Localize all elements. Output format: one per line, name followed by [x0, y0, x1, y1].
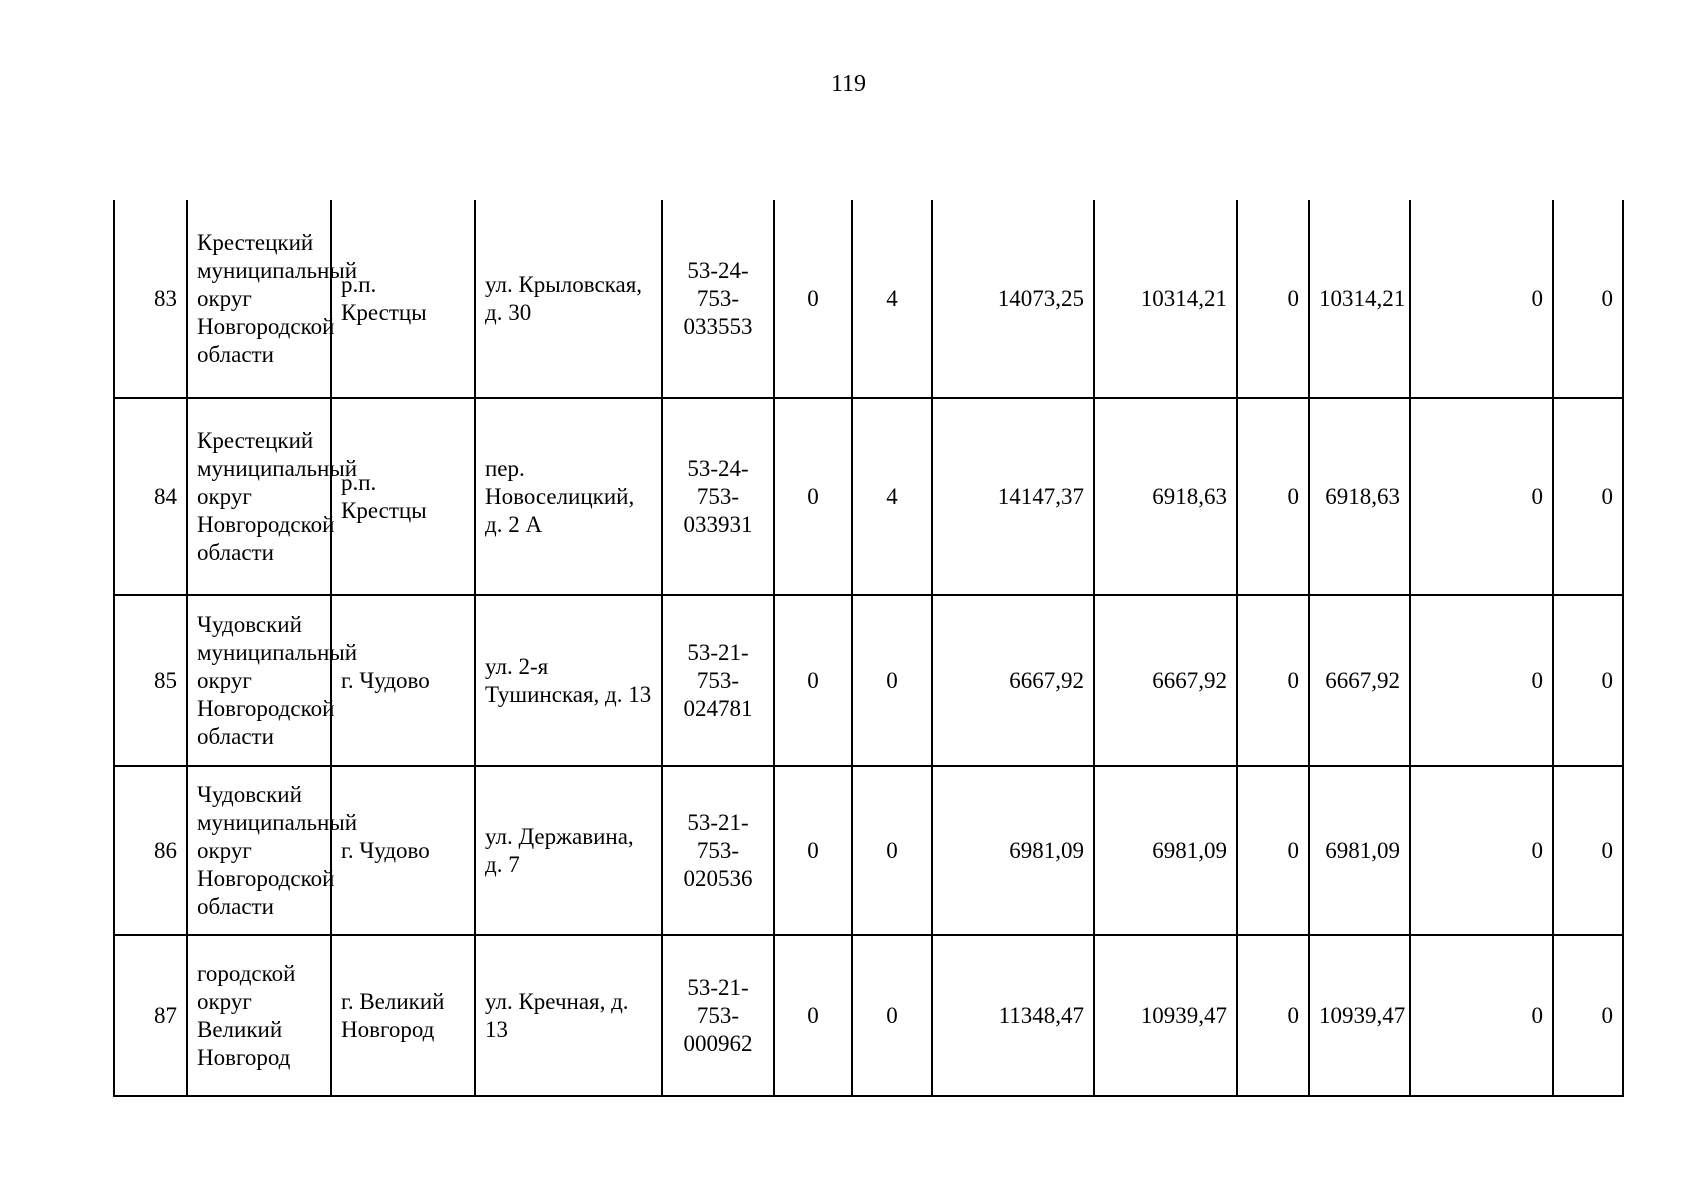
- cell-value-7: 0: [1410, 398, 1553, 595]
- cell-value-6: 6918,63: [1309, 398, 1410, 595]
- cell-value-2: 4: [852, 398, 932, 595]
- cell-value-5: 0: [1237, 398, 1309, 595]
- cell-value-8: 0: [1553, 595, 1623, 766]
- cell-number: 83: [114, 200, 187, 398]
- cell-municipality: Чудовский муниципальный округ Новгородской области: [187, 766, 331, 935]
- cell-code: 53-21-753-000962: [662, 935, 774, 1096]
- table-row: [114, 935, 1623, 1096]
- cell-value-3: 14073,25: [932, 200, 1094, 398]
- cell-number: 84: [114, 398, 187, 595]
- cell-value-5: 0: [1237, 200, 1309, 398]
- cell-value-8: 0: [1553, 398, 1623, 595]
- cell-municipality: Крестецкий муниципальный округ Новгородской области: [187, 398, 331, 595]
- table-row: [114, 766, 1623, 935]
- cell-address: ул. 2-я Тушинская, д. 13: [475, 595, 662, 766]
- cell-settlement: р.п. Крестцы: [331, 398, 475, 595]
- cell-value-1: 0: [774, 200, 852, 398]
- cell-value-7: 0: [1410, 766, 1553, 935]
- cell-value-5: 0: [1237, 766, 1309, 935]
- cell-value-4: 6918,63: [1094, 398, 1237, 595]
- cell-settlement: г. Чудово: [331, 595, 475, 766]
- cell-value-4: 6667,92: [1094, 595, 1237, 766]
- cell-value-6: 6667,92: [1309, 595, 1410, 766]
- cell-municipality: Крестецкий муниципальный округ Новгородской области: [187, 200, 331, 398]
- page-number: 119: [830, 71, 867, 97]
- cell-value-8: 0: [1553, 766, 1623, 935]
- cell-value-3: 11348,47: [932, 935, 1094, 1096]
- cell-value-1: 0: [774, 766, 852, 935]
- cell-value-2: 0: [852, 935, 932, 1096]
- cell-value-7: 0: [1410, 595, 1553, 766]
- cell-number: 86: [114, 766, 187, 935]
- cell-value-2: 4: [852, 200, 932, 398]
- cell-value-5: 0: [1237, 595, 1309, 766]
- cell-value-1: 0: [774, 398, 852, 595]
- cell-value-6: 10939,47: [1309, 935, 1410, 1096]
- cell-value-7: 0: [1410, 935, 1553, 1096]
- cell-number: 85: [114, 595, 187, 766]
- cell-code: 53-24-753-033931: [662, 398, 774, 595]
- cell-value-3: 6981,09: [932, 766, 1094, 935]
- table-row: [114, 398, 1623, 595]
- table-row: [114, 595, 1623, 766]
- cell-value-6: 6981,09: [1309, 766, 1410, 935]
- cell-settlement: р.п. Крестцы: [331, 200, 475, 398]
- cell-value-8: 0: [1553, 200, 1623, 398]
- cell-number: 87: [114, 935, 187, 1096]
- cell-value-2: 0: [852, 595, 932, 766]
- cell-value-1: 0: [774, 595, 852, 766]
- cell-settlement: г. Великий Новгород: [331, 935, 475, 1096]
- cell-municipality: городской округ Великий Новгород: [187, 935, 331, 1096]
- cell-settlement: г. Чудово: [331, 766, 475, 935]
- cell-value-4: 10314,21: [1094, 200, 1237, 398]
- cell-value-2: 0: [852, 766, 932, 935]
- cell-value-1: 0: [774, 935, 852, 1096]
- table-row: [114, 200, 1623, 398]
- cell-value-5: 0: [1237, 935, 1309, 1096]
- cell-address: ул. Крыловская, д. 30: [475, 200, 662, 398]
- cell-value-6: 10314,21: [1309, 200, 1410, 398]
- cell-address: ул. Кречная, д. 13: [475, 935, 662, 1096]
- cell-value-4: 6981,09: [1094, 766, 1237, 935]
- cell-value-8: 0: [1553, 935, 1623, 1096]
- cell-code: 53-21-753-020536: [662, 766, 774, 935]
- cell-municipality: Чудовский муниципальный округ Новгородской области: [187, 595, 331, 766]
- cell-value-7: 0: [1410, 200, 1553, 398]
- cell-value-4: 10939,47: [1094, 935, 1237, 1096]
- cell-value-3: 14147,37: [932, 398, 1094, 595]
- register-table: [113, 200, 1624, 1097]
- cell-code: 53-24-753-033553: [662, 200, 774, 398]
- cell-code: 53-21-753-024781: [662, 595, 774, 766]
- cell-address: ул. Державина, д. 7: [475, 766, 662, 935]
- cell-value-3: 6667,92: [932, 595, 1094, 766]
- cell-address: пер. Новоселицкий, д. 2 А: [475, 398, 662, 595]
